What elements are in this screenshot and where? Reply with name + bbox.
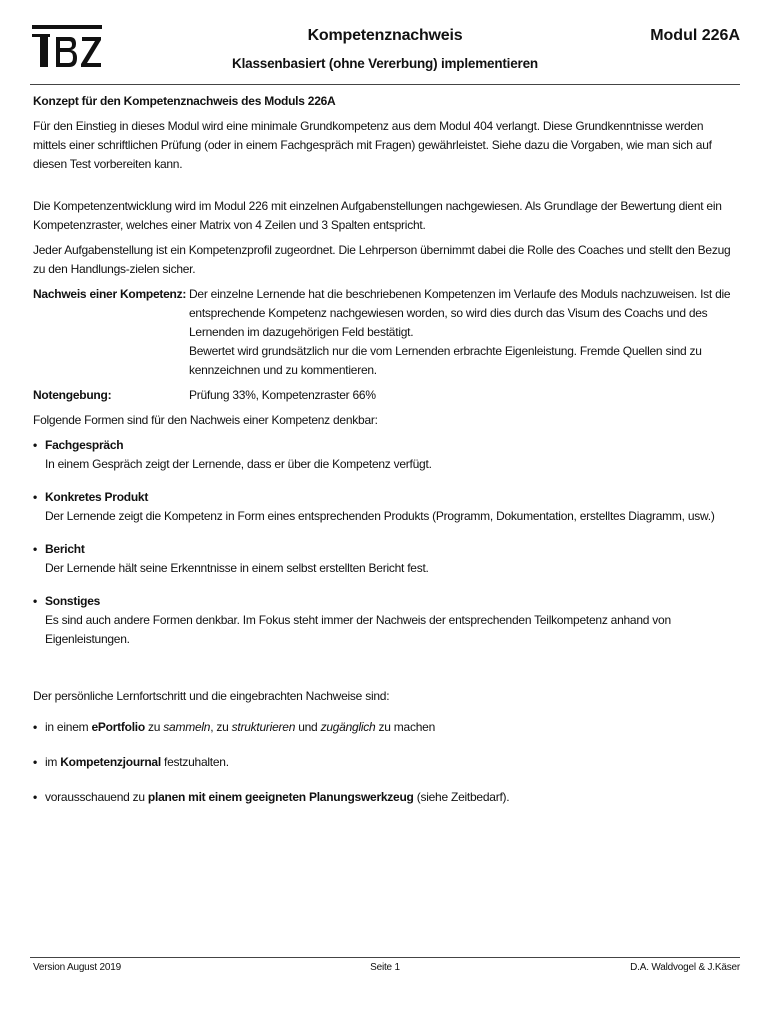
bullet-icon: • [33, 720, 37, 734]
bullet-icon: • [33, 542, 37, 556]
paragraph-lernfortschritt: Der persönliche Lernfortschritt und die eingebrachten Nachweise sind: [33, 689, 390, 703]
section-heading: Konzept für den Kompetenznachweis des Moduls 226A [33, 94, 336, 108]
list-item [33, 488, 739, 526]
list-item [33, 540, 739, 578]
definition-text: Der einzelne Lernende hat die beschriebenen Kompetenzen im Verlaufe des Moduls nachzuweisen. Ist die entsprechende Kompetenz nachgewiesen worden, so wird dies durch das Visum des Coachs und des Lernenden im dazugehörigen Feld bestätigt. [189, 287, 731, 339]
definition-text: Bewertet wird grundsätzlich nur die vom Lernenden erbrachte Eigenleistung. Fremde Quellen sind zu kennzeichnen und zu kommentieren. [189, 344, 702, 377]
module-label: Modul 226A [650, 27, 740, 44]
paragraph-kompetenzentwicklung: Die Kompetenzentwicklung wird im Modul 226 mit einzelnen Aufgabenstellungen nachgewiesen. Als Grundlage der Bewertung dient ein Kompetenzraster, welches einer Matrix von 4 Zeilen und 3 Spalten entspricht. [33, 199, 722, 232]
list-item-title: Konkretes Produkt [45, 490, 149, 504]
list-item-title: Bericht [45, 542, 85, 556]
list-item-text: In einem Gespräch zeigt der Lernende, dass er über die Kompetenz verfügt. [45, 457, 432, 471]
definition-body [189, 285, 739, 380]
list-item-text: Der Lernende hält seine Erkenntnisse in einem selbst erstellten Bericht fest. [45, 561, 429, 575]
bullet-icon: • [33, 438, 37, 452]
bullet-icon: • [33, 594, 37, 608]
definition-nachweis [33, 285, 739, 380]
list-item: • in einem ePortfolio zu sammeln, zu strukturieren und zugänglich zu machen [33, 718, 739, 737]
bullet-icon: • [33, 790, 37, 804]
term-planungswerkzeug: planen mit einem geeigneten Planungswerkzeug [147, 790, 414, 804]
paragraph-intro: Für den Einstieg in dieses Modul wird eine minimale Grundkompetenz aus dem Modul 404 verlangt. Diese Grundkenntnisse werden mittels einer schriftlichen Prüfung (oder in einem Fachgespräch mit Fragen) gewährleistet. Siehe dazu die Vorgaben, wie man sich auf diesen Test vorbereiten kann. [33, 119, 712, 171]
document-subtitle: Klassenbasiert (ohne Vererbung) implementieren [232, 56, 538, 71]
footer-authors: D.A. Waldvogel & J.Käser [630, 962, 740, 973]
paragraph-formen-intro: Folgende Formen sind für den Nachweis einer Kompetenz denkbar: [33, 413, 378, 427]
term-eportfolio: ePortfolio [91, 720, 145, 734]
term-kompetenzjournal: Kompetenzjournal [60, 755, 161, 769]
list-item [33, 436, 739, 474]
list-item [33, 592, 739, 649]
list-item-title: Fachgespräch [45, 438, 124, 452]
header-divider [30, 84, 740, 85]
list-item-text: Es sind auch andere Formen denkbar. Im Fokus steht immer der Nachweis der entsprechenden Teilkompetenz anhand von Eigenleistungen. [45, 613, 671, 646]
footer-version: Version August 2019 [33, 962, 121, 973]
bullet-icon: • [33, 490, 37, 504]
footer-page-number: Seite 1 [370, 962, 400, 973]
paragraph-kompetenzprofil: Jeder Aufgabenstellung ist ein Kompetenzprofil zugeordnet. Die Lehrperson übernimmt dabei die Rolle des Coaches und stellt den Bezug zu den Handlungs-zielen sicher. [33, 243, 731, 276]
definition-term: Nachweis einer Kompetenz: [33, 287, 187, 301]
footer-divider [30, 957, 740, 958]
definition-notengebung [33, 386, 739, 405]
list-item-title: Sonstiges [45, 594, 101, 608]
list-item-text: Der Lernende zeigt die Kompetenz in Form eines entsprechenden Produkts (Programm, Dokumentation, erstelltes Diagramm, usw.) [45, 509, 715, 523]
list-item: • im Kompetenzjournal festzuhalten. [33, 753, 739, 772]
document-title: Kompetenznachweis [307, 27, 463, 44]
bullet-icon: • [33, 755, 37, 769]
list-item: • vorausschauend zu planen mit einem geeigneten Planungswerkzeug (siehe Zeitbedarf). [33, 788, 739, 807]
definition-term: Notengebung: [33, 388, 112, 402]
definition-body: Prüfung 33%, Kompetenzraster 66% [189, 388, 376, 402]
document-body [33, 92, 739, 807]
